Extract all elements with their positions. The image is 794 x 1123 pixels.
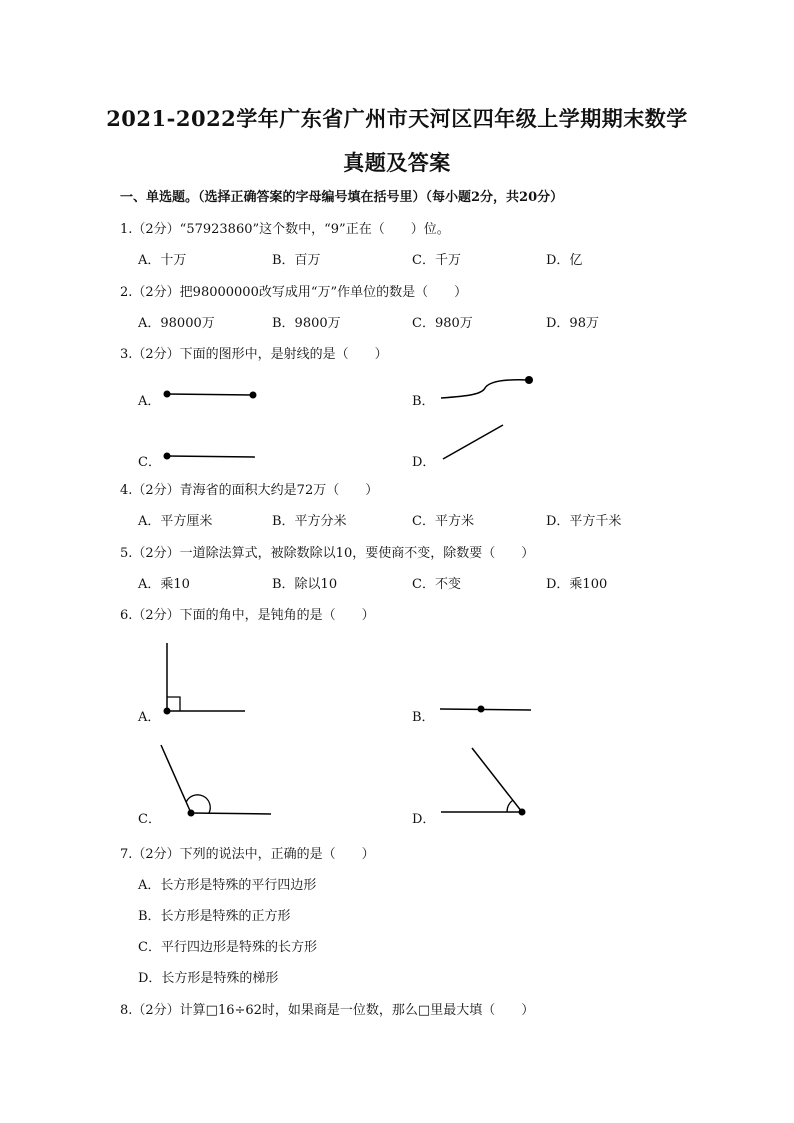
question-7-option-b: B．长方形是特殊的正方形	[138, 909, 291, 924]
question-4-stem: 4.（2分）青海省的面积大约是72万（ ）	[120, 483, 379, 498]
question-5-option-b: B．除以10	[272, 577, 338, 592]
question-6-label-a: A．	[138, 710, 161, 725]
q3-figure-b-curve	[441, 376, 533, 398]
question-5-stem: 5.（2分）一道除法算式，被除数除以10，要使商不变，除数要（ ）	[120, 546, 535, 561]
question-3-stem: 3.（2分）下面的图形中，是射线的是（ ）	[120, 347, 388, 362]
q6-figure-a-right-angle	[164, 643, 246, 715]
question-5-option-c: C．不变	[412, 577, 461, 592]
question-4-option-b: B．平方分米	[272, 514, 347, 529]
question-2-stem: 2.（2分）把98000000改写成用“万”作单位的数是（ ）	[120, 285, 468, 300]
page-title: 2021-2022学年广东省广州市天河区四年级上学期期末数学	[106, 106, 688, 131]
question-1-option-d: D．亿	[546, 253, 583, 268]
question-7-option-c: C．平行四边形是特殊的长方形	[138, 940, 317, 955]
question-7-stem: 7.（2分）下列的说法中，正确的是（ ）	[120, 847, 375, 862]
question-7-option-a: A．长方形是特殊的平行四边形	[138, 878, 317, 893]
question-6-label-d: D．	[412, 812, 436, 827]
question-5-option-a: A．乘10	[138, 577, 190, 592]
question-6-label-c: C．	[138, 812, 161, 827]
question-5-option-d: D．乘100	[546, 577, 608, 592]
question-3-label-d: D．	[412, 455, 436, 470]
q3-figure-d-line	[443, 425, 503, 459]
question-2-option-b: B．9800万	[272, 316, 341, 331]
question-3-label-b: B．	[412, 394, 435, 409]
q6-figure-c-obtuse-angle	[161, 745, 271, 817]
q6-figure-b-straight-angle	[440, 706, 531, 713]
question-7-option-d: D．长方形是特殊的梯形	[138, 971, 279, 986]
question-1-option-a: A．十万	[138, 253, 187, 268]
question-1-option-b: B．百万	[272, 253, 321, 268]
question-8-stem: 8.（2分）计算□16÷62时，如果商是一位数，那么□里最大填（ ）	[120, 1003, 535, 1018]
q3-figure-a-segment	[164, 391, 257, 399]
question-3-label-c: C．	[138, 455, 161, 470]
question-4-option-a: A．平方厘米	[138, 514, 213, 529]
q3-figure-c-ray	[164, 453, 256, 460]
question-4-option-c: C．平方米	[412, 514, 474, 529]
question-4-option-d: D．平方千米	[546, 514, 622, 529]
q6-figure-d-acute-angle	[441, 748, 526, 816]
section-heading: 一、单选题。（选择正确答案的字母编号填在括号里）（每小题2分，共20分）	[120, 190, 564, 205]
question-2-option-c: C．980万	[412, 316, 473, 331]
question-1-option-c: C．千万	[412, 253, 461, 268]
question-6-label-b: B．	[412, 710, 435, 725]
question-2-option-d: D．98万	[546, 316, 599, 331]
question-2-option-a: A．98000万	[138, 316, 215, 331]
question-3-label-a: A．	[138, 394, 161, 409]
question-1-stem: 1.（2分）“57923860”这个数中，“9”正在（ ）位。	[120, 222, 450, 237]
question-6-stem: 6.（2分）下面的角中，是钝角的是（ ）	[120, 608, 375, 623]
page-title-line2: 真题及答案	[343, 150, 451, 175]
